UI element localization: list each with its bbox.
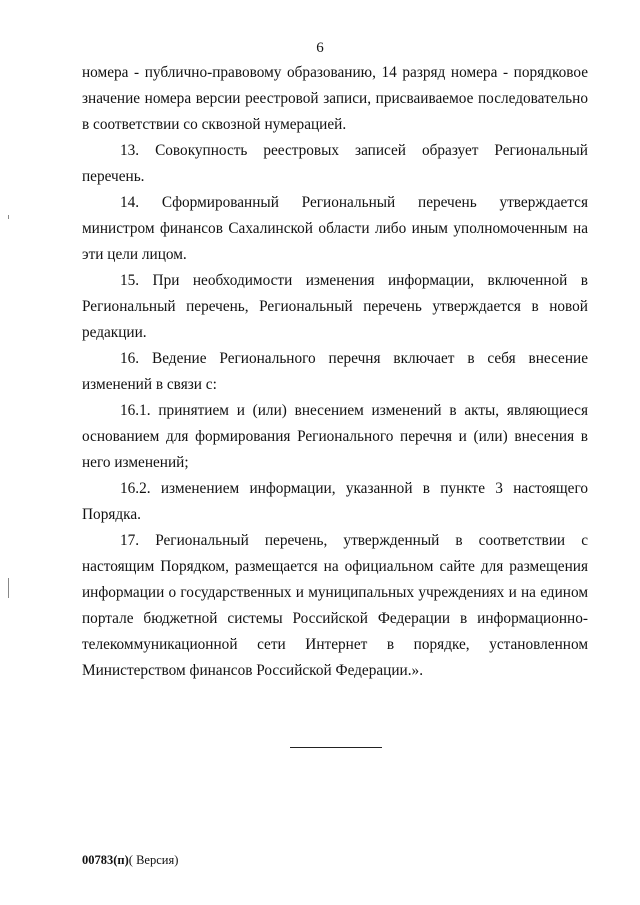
document-body	[82, 60, 588, 684]
closing-rule	[290, 747, 382, 748]
paragraph-continuation: номера - публично-правовому образованию, 14 разряд номера - порядковое значение номера версии реестровой записи, присваиваемое последовательно в соответствии со сквозной нумерацией.	[82, 64, 588, 133]
paragraph-16-2: 16.2. изменением информации, указанной в пункте 3 настоящего Порядка.	[82, 480, 588, 523]
paragraph-13: 13. Совокупность реестровых записей образует Региональный перечень.	[82, 142, 588, 185]
paragraph-14: 14. Сформированный Региональный перечень утверждается министром финансов Сахалинской области либо иным уполномоченным на эти цели лицом.	[82, 194, 588, 263]
page-number: 6	[316, 40, 324, 56]
paragraph-16-1: 16.1. принятием и (или) внесением изменений в акты, являющиеся основанием для формирования Регионального перечня и (или) внесения в него изменений;	[82, 402, 588, 471]
footer-code: 00783(п)	[82, 853, 129, 867]
paragraph-17: 17. Региональный перечень, утвержденный в соответствии с настоящим Порядком, размещается на официальном сайте для размещения информации о государственных и муниципальных учреждениях и на едином портале бюджетной системы Российской Федерации в информационно-телекоммуникационной сети Интернет в порядке, установленном Министерством финансов Российской Федерации.».	[82, 532, 588, 679]
scan-margin-mark	[8, 215, 9, 219]
footer-version: ( Версия)	[128, 853, 179, 867]
footer-document-code	[82, 853, 178, 868]
scan-margin-mark	[8, 578, 9, 598]
paragraph-16: 16. Ведение Регионального перечня включает в себя внесение изменений в связи с:	[82, 350, 588, 393]
paragraph-15: 15. При необходимости изменения информации, включенной в Региональный перечень, Региональный перечень утверждается в новой редакции.	[82, 272, 588, 341]
